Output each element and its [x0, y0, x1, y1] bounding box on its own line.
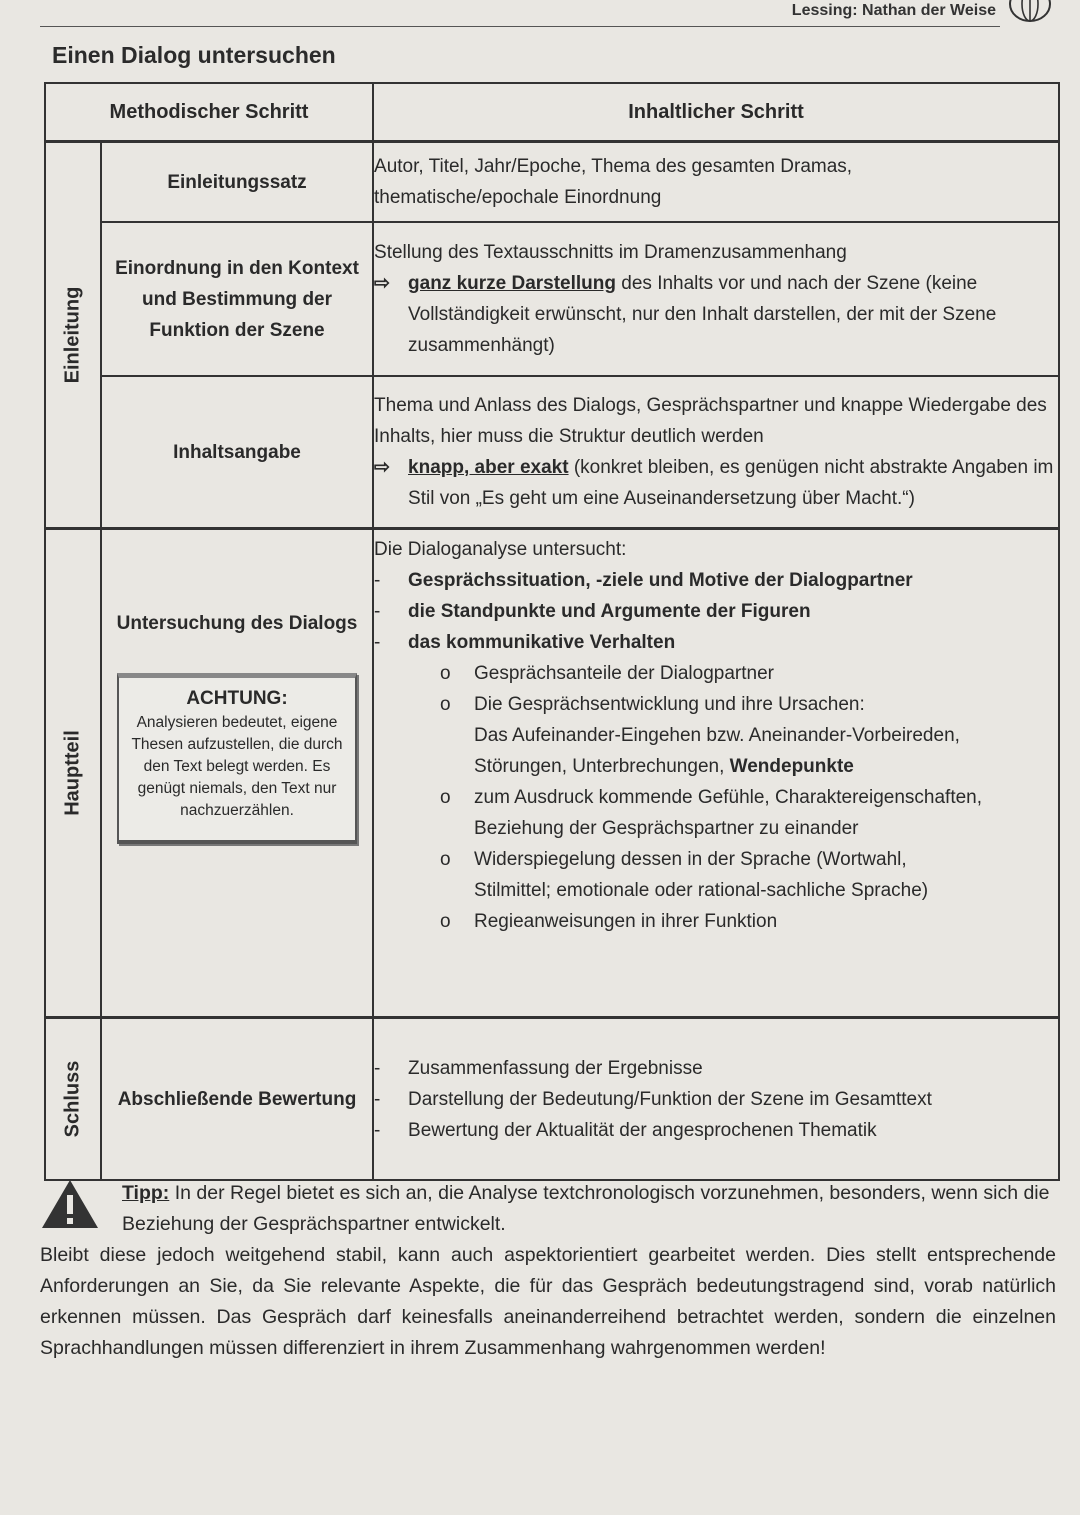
circle-bullet: o: [440, 911, 451, 932]
content-line: thematische/epochale Einordnung: [374, 187, 662, 208]
section-hauptteil: [45, 529, 101, 1018]
content-intro: Die Dialoganalyse untersucht:: [374, 539, 627, 560]
content-line: Autor, Titel, Jahr/Epoche, Thema des gesamten Dramas,: [374, 156, 853, 177]
sub-item: Die Gesprächsentwicklung und ihre Ursachen:: [474, 694, 865, 715]
dash-bullet: -: [374, 601, 381, 622]
content-kontext: [373, 222, 1059, 376]
list-item: das kommunikative Verhalten: [408, 632, 676, 653]
section-label-einleitung: Einleitung: [61, 286, 84, 384]
content-intro: Stellung des Textausschnitts im Dramenzusammenhang: [374, 242, 847, 263]
arrow-icon: ⇨: [374, 457, 390, 478]
step-label: Untersuchung des Dialogs: [116, 613, 358, 634]
emphasis-text: ganz kurze Darstellung: [408, 273, 617, 294]
content-text: des Inhalts vor und nach der Szene (keine Vollständigkeit erwünscht, nur den Inhalt darstellen, der mit der Szene zusammenhängt): [408, 273, 997, 356]
sub-item: Gesprächsanteile der Dialogpartner: [474, 663, 774, 684]
section-einleitung: [45, 142, 101, 529]
page-title: Einen Dialog untersuchen: [52, 42, 336, 68]
arrow-icon: ⇨: [374, 273, 390, 294]
sub-item-bold: Wendepunkte: [729, 756, 854, 777]
content-inhaltsangabe: [373, 376, 1059, 529]
content-intro: Thema und Anlass des Dialogs, Gesprächspartner und knappe Wiedergabe des Inhalts, hier muss die Struktur deutlich werden: [374, 395, 1047, 447]
tip-text-rest: Bleibt diese jedoch weitgehend stabil, kann auch aspektorientiert gearbeitet werden. Dies stellt entsprechende Anforderungen an Sie, da Sie relevante Aspekte, die für das Gespräch bedeutungstragend sind, vorab natürlich erkennen müssen. Das Gespräch darf keinesfalls aneinanderreihend betrachtet werden, sondern die einzelnen Sprachhandlungen müssen differenziert in ihrem Zusammenhang wahrgenommen werden!: [40, 1244, 1056, 1359]
step-inhaltsangabe: Inhaltsangabe: [101, 376, 373, 529]
list-item: die Standpunkte und Argumente der Figuren: [408, 601, 811, 622]
list-item: Bewertung der Aktualität der angesprochenen Thematik: [408, 1119, 877, 1141]
sub-item: Regieanweisungen in ihrer Funktion: [474, 911, 778, 932]
step-untersuchung: [101, 529, 373, 1018]
warning-box: [117, 673, 357, 844]
content-text: (konkret bleiben, es genügen nicht abstrakte Angaben im Stil von „Es geht um eine Auseinandersetzung über Macht.“): [408, 457, 1054, 509]
tip-paragraph: [40, 1178, 1056, 1364]
sub-item: zum Ausdruck kommende Gefühle, Charaktereigenschaften,: [474, 787, 983, 808]
content-bewertung: [373, 1018, 1059, 1181]
column-header-methodisch: Methodischer Schritt: [45, 83, 373, 142]
sub-item: Widerspiegelung dessen in der Sprache (Wortwahl,: [474, 849, 907, 870]
tip-text: In der Regel bietet es sich an, die Analyse textchronologisch vorzunehmen, besonders, wenn sich die Beziehung der Gesprächspartner entwickelt.: [122, 1182, 1050, 1235]
step-kontext: Einordnung in den Kontext und Bestimmung der Funktion der Szene: [101, 222, 373, 376]
header-rule: [40, 26, 1000, 27]
circle-bullet: o: [440, 694, 451, 715]
warning-text: Analysieren bedeutet, eigene Thesen aufzustellen, die durch den Text belegt werden. Es genügt niemals, den Text nur nachzuerzählen.: [131, 714, 343, 819]
list-item: Darstellung der Bedeutung/Funktion der Szene im Gesamttext: [408, 1088, 932, 1110]
dash-bullet: -: [374, 632, 381, 653]
dash-bullet: -: [374, 570, 381, 591]
sub-item-cont: Das Aufeinander-Eingehen bzw. Aneinander-Vorbeireden, Störungen, Unterbrechungen,: [474, 725, 960, 777]
tip-label: Tipp:: [122, 1182, 170, 1204]
section-label-hauptteil: Hauptteil: [61, 730, 84, 816]
warning-title: ACHTUNG:: [186, 688, 288, 709]
sub-item-cont: Stilmittel; emotionale oder rational-sachliche Sprache): [474, 880, 929, 901]
list-item: Gesprächssituation, -ziele und Motive der Dialogpartner: [408, 570, 913, 591]
analysis-table: [44, 82, 1060, 1181]
circle-bullet: o: [440, 849, 451, 870]
circle-bullet: o: [440, 663, 451, 684]
dash-bullet: -: [374, 1088, 381, 1110]
section-label-schluss: Schluss: [61, 1060, 84, 1138]
section-schluss: [45, 1018, 101, 1181]
content-untersuchung: [373, 529, 1059, 1018]
circle-bullet: o: [440, 787, 451, 808]
step-einleitungssatz: Einleitungssatz: [101, 142, 373, 223]
dash-bullet: -: [374, 1057, 381, 1079]
column-header-inhaltlich: Inhaltlicher Schritt: [373, 83, 1059, 142]
globe-logo-icon: [1008, 0, 1052, 22]
emphasis-text: knapp, aber exakt: [408, 457, 569, 478]
step-bewertung: Abschließende Bewertung: [101, 1018, 373, 1181]
list-item: Zusammenfassung der Ergebnisse: [408, 1057, 703, 1079]
sub-item-cont: Beziehung der Gesprächspartner zu einander: [474, 818, 859, 839]
dash-bullet: -: [374, 1119, 381, 1141]
content-einleitungssatz: [373, 142, 1059, 223]
header-source: Lessing: Nathan der Weise: [791, 2, 996, 19]
